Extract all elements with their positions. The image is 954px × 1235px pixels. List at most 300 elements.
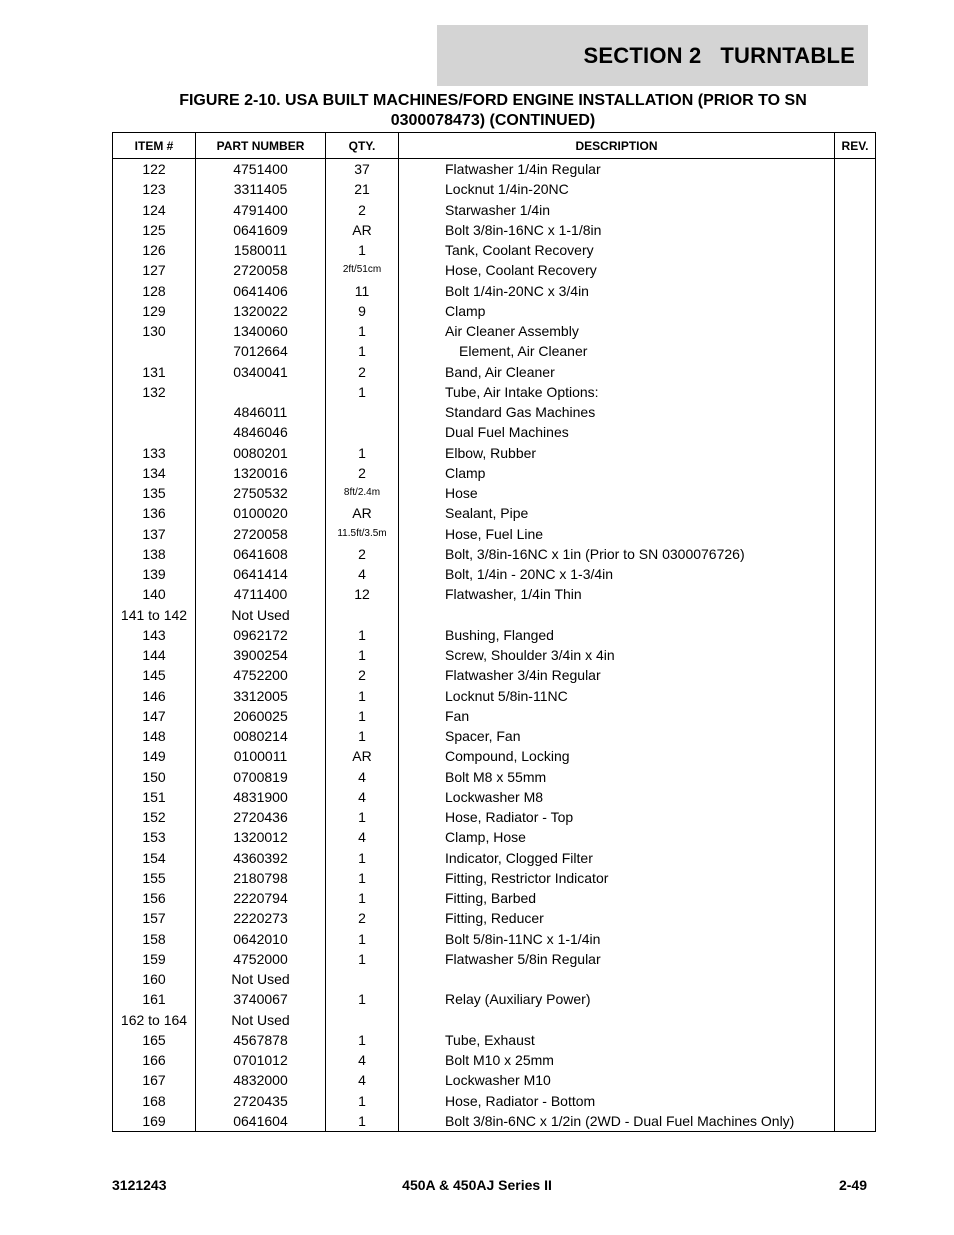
cell-qty: [326, 605, 399, 625]
cell-description: Hose, Fuel Line: [399, 524, 835, 544]
cell-description: [399, 969, 835, 989]
cell-rev: [835, 281, 876, 301]
table-row: [113, 767, 876, 787]
cell-item: 160: [113, 969, 196, 989]
cell-description: Band, Air Cleaner: [399, 362, 835, 382]
cell-rev: [835, 382, 876, 402]
cell-item: 147: [113, 706, 196, 726]
column-header-item: ITEM #: [113, 133, 196, 159]
cell-part-number: [196, 382, 326, 402]
cell-rev: [835, 1050, 876, 1070]
cell-part-number: Not Used: [196, 605, 326, 625]
cell-qty: AR: [326, 746, 399, 766]
cell-part-number: 0641608: [196, 544, 326, 564]
cell-description: Relay (Auxiliary Power): [399, 989, 835, 1009]
cell-description: Fitting, Reducer: [399, 908, 835, 928]
cell-part-number: 0080214: [196, 726, 326, 746]
cell-rev: [835, 848, 876, 868]
table-row: [113, 443, 876, 463]
cell-item: 153: [113, 827, 196, 847]
cell-qty: 1: [326, 240, 399, 260]
cell-item: 125: [113, 220, 196, 240]
cell-qty: 1: [326, 443, 399, 463]
cell-description: Bolt, 1/4in - 20NC x 1-3/4in: [399, 564, 835, 584]
cell-rev: [835, 625, 876, 645]
table-row: [113, 422, 876, 442]
cell-rev: [835, 321, 876, 341]
cell-qty: 4: [326, 827, 399, 847]
table-row: [113, 929, 876, 949]
footer-page-number: 2-49: [838, 1177, 867, 1193]
cell-rev: [835, 706, 876, 726]
cell-description: Standard Gas Machines: [399, 402, 835, 422]
cell-description: Clamp: [399, 301, 835, 321]
cell-rev: [835, 483, 876, 503]
cell-description: Hose: [399, 483, 835, 503]
cell-rev: [835, 1070, 876, 1090]
cell-description: Bushing, Flanged: [399, 625, 835, 645]
cell-item: 162 to 164: [113, 1010, 196, 1030]
parts-table-body: [113, 159, 876, 1132]
cell-qty: 1: [326, 1111, 399, 1132]
cell-item: [113, 402, 196, 422]
table-row: [113, 463, 876, 483]
table-row: [113, 1070, 876, 1090]
table-row: [113, 321, 876, 341]
table-row: [113, 1010, 876, 1030]
table-row: [113, 1030, 876, 1050]
cell-rev: [835, 402, 876, 422]
cell-part-number: 0962172: [196, 625, 326, 645]
cell-rev: [835, 341, 876, 361]
cell-description: Screw, Shoulder 3/4in x 4in: [399, 645, 835, 665]
cell-item: 167: [113, 1070, 196, 1090]
cell-rev: [835, 503, 876, 523]
cell-description: [399, 1010, 835, 1030]
cell-description: Starwasher 1/4in: [399, 200, 835, 220]
cell-qty: 1: [326, 929, 399, 949]
cell-rev: [835, 200, 876, 220]
table-row: [113, 564, 876, 584]
cell-rev: [835, 645, 876, 665]
cell-qty: [326, 422, 399, 442]
table-row: [113, 645, 876, 665]
cell-item: 141 to 142: [113, 605, 196, 625]
cell-description: Compound, Locking: [399, 746, 835, 766]
table-row: [113, 260, 876, 280]
table-row: [113, 1111, 876, 1132]
cell-qty: 11.5ft/3.5m: [326, 524, 399, 544]
cell-rev: [835, 422, 876, 442]
cell-description: Clamp: [399, 463, 835, 483]
table-row: [113, 625, 876, 645]
table-row: [113, 584, 876, 604]
cell-item: 134: [113, 463, 196, 483]
cell-rev: [835, 989, 876, 1009]
cell-description: Fitting, Restrictor Indicator: [399, 868, 835, 888]
cell-item: 169: [113, 1111, 196, 1132]
table-row: [113, 544, 876, 564]
cell-item: 140: [113, 584, 196, 604]
cell-description: Sealant, Pipe: [399, 503, 835, 523]
table-row: [113, 787, 876, 807]
cell-rev: [835, 888, 876, 908]
cell-part-number: 2220273: [196, 908, 326, 928]
cell-item: 151: [113, 787, 196, 807]
cell-item: 126: [113, 240, 196, 260]
table-row: [113, 807, 876, 827]
cell-part-number: 3740067: [196, 989, 326, 1009]
cell-description: Indicator, Clogged Filter: [399, 848, 835, 868]
cell-part-number: 3312005: [196, 686, 326, 706]
cell-item: 130: [113, 321, 196, 341]
cell-qty: 1: [326, 686, 399, 706]
table-row: [113, 402, 876, 422]
cell-description: Locknut 5/8in-11NC: [399, 686, 835, 706]
cell-part-number: 3900254: [196, 645, 326, 665]
cell-rev: [835, 1091, 876, 1111]
cell-item: 133: [113, 443, 196, 463]
cell-item: 123: [113, 179, 196, 199]
cell-item: 148: [113, 726, 196, 746]
cell-description: Tank, Coolant Recovery: [399, 240, 835, 260]
cell-description: Hose, Radiator - Bottom: [399, 1091, 835, 1111]
cell-item: 150: [113, 767, 196, 787]
cell-description: Bolt 3/8in-6NC x 1/2in (2WD - Dual Fuel Machines Only): [399, 1111, 835, 1132]
table-row: [113, 179, 876, 199]
cell-item: 159: [113, 949, 196, 969]
cell-qty: 1: [326, 382, 399, 402]
cell-item: 144: [113, 645, 196, 665]
cell-qty: 4: [326, 787, 399, 807]
table-row: [113, 240, 876, 260]
cell-qty: 21: [326, 179, 399, 199]
table-row: [113, 341, 876, 361]
figure-title-line-1: FIGURE 2-10. USA BUILT MACHINES/FORD ENGINE INSTALLATION (PRIOR TO SN: [179, 92, 807, 109]
cell-qty: 4: [326, 1050, 399, 1070]
table-row: [113, 908, 876, 928]
cell-part-number: 4832000: [196, 1070, 326, 1090]
cell-qty: 11: [326, 281, 399, 301]
cell-item: 122: [113, 159, 196, 180]
cell-description: Locknut 1/4in-20NC: [399, 179, 835, 199]
cell-qty: [326, 402, 399, 422]
table-row: [113, 665, 876, 685]
cell-description: Bolt M10 x 25mm: [399, 1050, 835, 1070]
cell-part-number: 0641609: [196, 220, 326, 240]
cell-rev: [835, 220, 876, 240]
cell-item: 152: [113, 807, 196, 827]
cell-rev: [835, 868, 876, 888]
cell-part-number: 0642010: [196, 929, 326, 949]
figure-title: [112, 91, 874, 131]
table-row: [113, 220, 876, 240]
table-row: [113, 827, 876, 847]
table-row: [113, 1050, 876, 1070]
cell-rev: [835, 524, 876, 544]
cell-description: Dual Fuel Machines: [399, 422, 835, 442]
cell-rev: [835, 686, 876, 706]
cell-rev: [835, 260, 876, 280]
cell-item: 127: [113, 260, 196, 280]
cell-description: Tube, Air Intake Options:: [399, 382, 835, 402]
cell-part-number: 4846046: [196, 422, 326, 442]
cell-qty: 1: [326, 989, 399, 1009]
cell-rev: [835, 159, 876, 180]
cell-part-number: 0100011: [196, 746, 326, 766]
cell-part-number: 4752000: [196, 949, 326, 969]
cell-rev: [835, 1010, 876, 1030]
cell-description: Tube, Exhaust: [399, 1030, 835, 1050]
cell-item: 139: [113, 564, 196, 584]
cell-qty: 12: [326, 584, 399, 604]
cell-qty: 1: [326, 807, 399, 827]
cell-part-number: Not Used: [196, 1010, 326, 1030]
cell-part-number: 0701012: [196, 1050, 326, 1070]
cell-description: Bolt M8 x 55mm: [399, 767, 835, 787]
cell-part-number: 0641406: [196, 281, 326, 301]
cell-part-number: 0080201: [196, 443, 326, 463]
cell-part-number: 2720436: [196, 807, 326, 827]
cell-qty: [326, 1010, 399, 1030]
column-header-part-number: PART NUMBER: [196, 133, 326, 159]
cell-part-number: 2720058: [196, 260, 326, 280]
cell-item: [113, 341, 196, 361]
cell-item: 137: [113, 524, 196, 544]
table-header-row: [113, 133, 876, 159]
table-row: [113, 159, 876, 180]
cell-item: 156: [113, 888, 196, 908]
table-row: [113, 969, 876, 989]
cell-qty: 2: [326, 463, 399, 483]
cell-qty: AR: [326, 220, 399, 240]
cell-item: 154: [113, 848, 196, 868]
cell-rev: [835, 949, 876, 969]
cell-part-number: 4751400: [196, 159, 326, 180]
cell-item: 129: [113, 301, 196, 321]
cell-description: Bolt 5/8in-11NC x 1-1/4in: [399, 929, 835, 949]
cell-qty: 1: [326, 625, 399, 645]
cell-qty: 1: [326, 726, 399, 746]
cell-qty: [326, 969, 399, 989]
cell-description: Bolt 1/4in-20NC x 3/4in: [399, 281, 835, 301]
cell-item: 143: [113, 625, 196, 645]
cell-description: Element, Air Cleaner: [399, 341, 835, 361]
table-row: [113, 746, 876, 766]
cell-description: Air Cleaner Assembly: [399, 321, 835, 341]
cell-part-number: 0340041: [196, 362, 326, 382]
cell-qty: 1: [326, 848, 399, 868]
cell-qty: 4: [326, 767, 399, 787]
cell-qty: AR: [326, 503, 399, 523]
cell-part-number: 4791400: [196, 200, 326, 220]
cell-description: Lockwasher M8: [399, 787, 835, 807]
cell-part-number: 1340060: [196, 321, 326, 341]
table-row: [113, 362, 876, 382]
cell-part-number: 4360392: [196, 848, 326, 868]
table-row: [113, 382, 876, 402]
cell-qty: 8ft/2.4m: [326, 483, 399, 503]
column-header-qty: QTY.: [326, 133, 399, 159]
cell-item: 136: [113, 503, 196, 523]
cell-qty: 2: [326, 665, 399, 685]
cell-part-number: 2720058: [196, 524, 326, 544]
cell-description: Spacer, Fan: [399, 726, 835, 746]
cell-qty: 1: [326, 1030, 399, 1050]
cell-item: 131: [113, 362, 196, 382]
cell-description: Elbow, Rubber: [399, 443, 835, 463]
cell-rev: [835, 1111, 876, 1132]
cell-item: 128: [113, 281, 196, 301]
table-row: [113, 281, 876, 301]
cell-item: 166: [113, 1050, 196, 1070]
cell-rev: [835, 301, 876, 321]
cell-item: 155: [113, 868, 196, 888]
cell-qty: 4: [326, 564, 399, 584]
parts-table: [112, 132, 876, 1132]
cell-item: 165: [113, 1030, 196, 1050]
cell-rev: [835, 240, 876, 260]
cell-part-number: 1320022: [196, 301, 326, 321]
cell-item: 149: [113, 746, 196, 766]
cell-rev: [835, 726, 876, 746]
cell-qty: 1: [326, 1091, 399, 1111]
cell-rev: [835, 929, 876, 949]
cell-item: 158: [113, 929, 196, 949]
cell-description: Fan: [399, 706, 835, 726]
cell-part-number: 4752200: [196, 665, 326, 685]
column-header-rev: REV.: [835, 133, 876, 159]
cell-item: 124: [113, 200, 196, 220]
table-row: [113, 888, 876, 908]
cell-qty: 2ft/51cm: [326, 260, 399, 280]
cell-part-number: 2720435: [196, 1091, 326, 1111]
footer-model: 450A & 450AJ Series II: [402, 1177, 552, 1193]
cell-part-number: 0641414: [196, 564, 326, 584]
cell-item: [113, 422, 196, 442]
table-row: [113, 989, 876, 1009]
cell-rev: [835, 179, 876, 199]
cell-part-number: 7012664: [196, 341, 326, 361]
cell-rev: [835, 463, 876, 483]
cell-rev: [835, 362, 876, 382]
cell-rev: [835, 443, 876, 463]
cell-qty: 9: [326, 301, 399, 321]
cell-qty: 37: [326, 159, 399, 180]
table-row: [113, 868, 876, 888]
cell-rev: [835, 544, 876, 564]
cell-qty: 2: [326, 200, 399, 220]
table-row: [113, 1091, 876, 1111]
cell-rev: [835, 969, 876, 989]
cell-description: Hose, Radiator - Top: [399, 807, 835, 827]
cell-description: [399, 605, 835, 625]
cell-item: 146: [113, 686, 196, 706]
cell-rev: [835, 908, 876, 928]
cell-item: 132: [113, 382, 196, 402]
cell-part-number: 4846011: [196, 402, 326, 422]
cell-description: Hose, Coolant Recovery: [399, 260, 835, 280]
cell-part-number: 0700819: [196, 767, 326, 787]
cell-part-number: 1320016: [196, 463, 326, 483]
cell-rev: [835, 1030, 876, 1050]
section-header: [437, 25, 868, 86]
cell-item: 168: [113, 1091, 196, 1111]
footer-doc-number: 3121243: [112, 1177, 167, 1193]
table-row: [113, 605, 876, 625]
cell-part-number: 2060025: [196, 706, 326, 726]
cell-part-number: 0100020: [196, 503, 326, 523]
cell-qty: 1: [326, 321, 399, 341]
column-header-description: DESCRIPTION: [399, 133, 835, 159]
cell-description: Bolt, 3/8in-16NC x 1in (Prior to SN 0300076726): [399, 544, 835, 564]
cell-rev: [835, 665, 876, 685]
cell-part-number: 4711400: [196, 584, 326, 604]
cell-rev: [835, 584, 876, 604]
cell-rev: [835, 605, 876, 625]
cell-rev: [835, 827, 876, 847]
cell-rev: [835, 807, 876, 827]
table-row: [113, 301, 876, 321]
cell-qty: 1: [326, 341, 399, 361]
cell-item: 145: [113, 665, 196, 685]
cell-description: Flatwasher 5/8in Regular: [399, 949, 835, 969]
cell-part-number: 1320012: [196, 827, 326, 847]
table-row: [113, 686, 876, 706]
cell-part-number: 0641604: [196, 1111, 326, 1132]
cell-qty: 2: [326, 544, 399, 564]
cell-part-number: 1580011: [196, 240, 326, 260]
section-title: SECTION 2 TURNTABLE: [583, 42, 855, 68]
cell-item: 135: [113, 483, 196, 503]
cell-rev: [835, 767, 876, 787]
table-row: [113, 483, 876, 503]
cell-description: Clamp, Hose: [399, 827, 835, 847]
table-row: [113, 706, 876, 726]
table-row: [113, 200, 876, 220]
cell-description: Flatwasher, 1/4in Thin: [399, 584, 835, 604]
cell-part-number: 2750532: [196, 483, 326, 503]
cell-part-number: 4567878: [196, 1030, 326, 1050]
cell-qty: 1: [326, 706, 399, 726]
cell-part-number: Not Used: [196, 969, 326, 989]
cell-description: Flatwasher 1/4in Regular: [399, 159, 835, 180]
table-row: [113, 524, 876, 544]
cell-qty: 1: [326, 868, 399, 888]
table-row: [113, 848, 876, 868]
cell-description: Bolt 3/8in-16NC x 1-1/8in: [399, 220, 835, 240]
cell-description: Fitting, Barbed: [399, 888, 835, 908]
cell-rev: [835, 564, 876, 584]
cell-part-number: 4831900: [196, 787, 326, 807]
cell-description: Flatwasher 3/4in Regular: [399, 665, 835, 685]
table-row: [113, 949, 876, 969]
cell-part-number: 2220794: [196, 888, 326, 908]
cell-item: 138: [113, 544, 196, 564]
cell-qty: 1: [326, 888, 399, 908]
cell-qty: 2: [326, 908, 399, 928]
figure-title-line-2: 0300078473) (CONTINUED): [390, 112, 596, 129]
cell-qty: 2: [326, 362, 399, 382]
cell-rev: [835, 746, 876, 766]
cell-part-number: 2180798: [196, 868, 326, 888]
cell-qty: 4: [326, 1070, 399, 1090]
table-row: [113, 503, 876, 523]
cell-description: Lockwasher M10: [399, 1070, 835, 1090]
cell-qty: 1: [326, 645, 399, 665]
cell-part-number: 3311405: [196, 179, 326, 199]
cell-rev: [835, 787, 876, 807]
